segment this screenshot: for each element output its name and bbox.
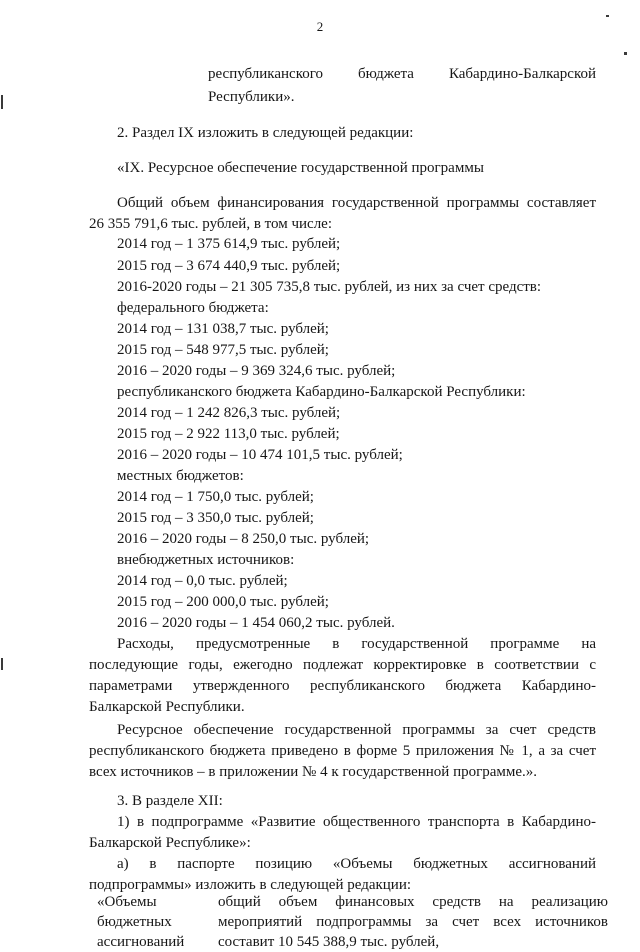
body-line: местных бюджетов:	[117, 468, 244, 484]
table-left-line: ассигнований	[97, 934, 185, 950]
scan-artifact-mark	[1, 658, 3, 670]
body-line: 2015 год – 548 977,5 тыс. рублей;	[117, 342, 329, 358]
body-line: 2016 – 2020 годы – 8 250,0 тыс. рублей;	[117, 531, 370, 547]
table-left-line: бюджетных	[97, 914, 172, 930]
section-title: «IX. Ресурсное обеспечение государственной программы	[117, 160, 484, 176]
body-line: 26 355 791,6 тыс. рублей, в том числе:	[89, 216, 333, 232]
body-line: Общий объем финансирования государственной программы составляет	[117, 195, 596, 211]
body-line: 2015 год – 2 922 113,0 тыс. рублей;	[117, 426, 340, 442]
body-line: республиканского бюджета Кабардино-Балкарской Республики:	[117, 384, 526, 400]
item-3-heading: 3. В разделе XII:	[117, 793, 223, 809]
expenses-line: Балкарской Республики.	[89, 699, 245, 715]
table-right-line: общий объем финансовых средств на реализацию	[218, 894, 608, 910]
body-line: 2016 – 2020 годы – 1 454 060,2 тыс. рублей.	[117, 615, 395, 631]
item-2-heading: 2. Раздел IX изложить в следующей редакции:	[117, 125, 414, 141]
scan-artifact-mark	[606, 15, 609, 17]
item-3-sub1-line: 1) в подпрограмме «Развитие общественного транспорта в Кабардино-	[117, 814, 596, 830]
item-3-sub1-line: Балкарской Республике»:	[89, 835, 251, 851]
table-right-line: составит 10 545 388,9 тыс. рублей,	[218, 934, 440, 950]
body-line: 2015 год – 3 350,0 тыс. рублей;	[117, 510, 314, 526]
expenses-line: Расходы, предусмотренные в государственной программе на	[117, 636, 596, 652]
continuation-line-2: Республики».	[208, 89, 295, 105]
body-line: федерального бюджета:	[117, 300, 269, 316]
resource-line: республиканского бюджета приведено в форме 5 приложения № 1, а за счет	[89, 743, 596, 759]
table-left-line: «Объемы	[97, 894, 157, 910]
item-3-sub1a-line: а) в паспорте позицию «Объемы бюджетных ассигнований	[117, 856, 596, 872]
body-line: 2016 – 2020 годы – 10 474 101,5 тыс. рублей;	[117, 447, 403, 463]
table-right-line: мероприятий подпрограммы за счет всех источников	[218, 914, 608, 930]
scan-artifact-mark	[1, 95, 3, 109]
expenses-line: параметрами утвержденного республиканского бюджета Кабардино-	[89, 678, 596, 694]
table-left-cell	[97, 892, 207, 952]
resource-line: Ресурсное обеспечение государственной программы за счет средств	[117, 722, 596, 738]
body-line: внебюджетных источников:	[117, 552, 295, 568]
body-line: 2014 год – 131 038,7 тыс. рублей;	[117, 321, 329, 337]
resource-line: всех источников – в приложении № 4 к государственной программе.».	[89, 764, 538, 780]
table-right-cell	[218, 892, 608, 952]
continuation-line-1: республиканского бюджета Кабардино-Балкарской	[208, 66, 596, 82]
item-3-sub1a-line: подпрограммы» изложить в следующей редакции:	[89, 877, 412, 893]
expenses-line: последующие годы, ежегодно подлежат корректировке в соответствии с	[89, 657, 596, 673]
body-line: 2016-2020 годы – 21 305 735,8 тыс. рублей, из них за счет средств:	[117, 279, 542, 295]
body-line: 2014 год – 1 242 826,3 тыс. рублей;	[117, 405, 341, 421]
body-line: 2015 год – 3 674 440,9 тыс. рублей;	[117, 258, 341, 274]
body-line: 2014 год – 0,0 тыс. рублей;	[117, 573, 288, 589]
scan-artifact-mark	[624, 52, 627, 55]
body-line: 2016 – 2020 годы – 9 369 324,6 тыс. рублей;	[117, 363, 396, 379]
body-line: 2014 год – 1 375 614,9 тыс. рублей;	[117, 236, 341, 252]
page-number: 2	[316, 19, 324, 34]
body-line: 2014 год – 1 750,0 тыс. рублей;	[117, 489, 314, 505]
body-line: 2015 год – 200 000,0 тыс. рублей;	[117, 594, 329, 610]
